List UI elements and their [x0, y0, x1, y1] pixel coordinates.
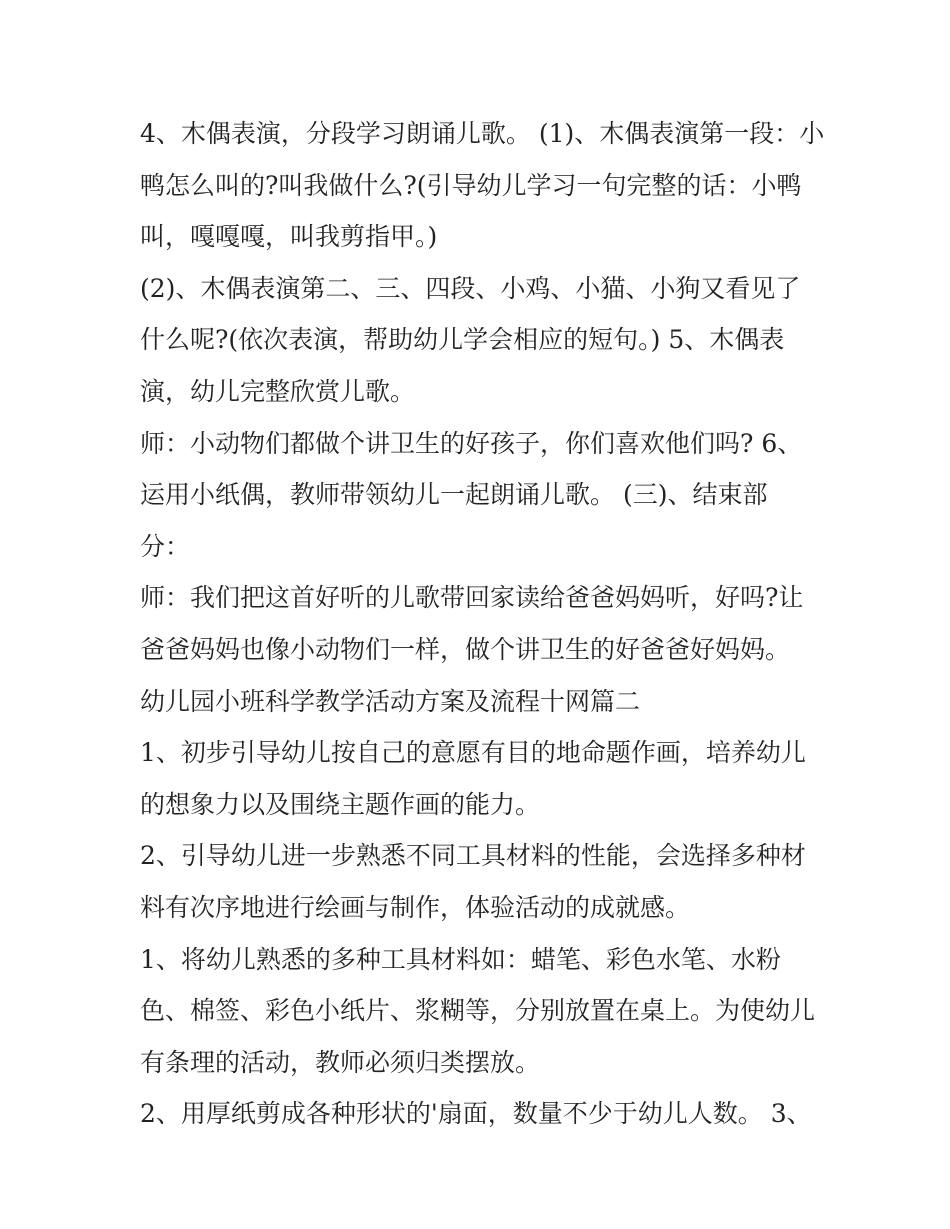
- text-line: 运用小纸偶，教师带领幼儿一起朗诵儿歌。 (三)、结束部: [140, 480, 768, 510]
- text-line: 的想象力以及围绕主题作画的能力。: [140, 789, 541, 819]
- text-line: 2、引导幼儿进一步熟悉不同工具材料的性能，会选择多种材: [140, 841, 806, 871]
- text-line: 演，幼儿完整欣赏儿歌。: [140, 376, 416, 406]
- document-body: [140, 108, 825, 1140]
- text-line: 鸭怎么叫的?叫我做什么?(引导幼儿学习一句完整的话：小鸭: [140, 170, 802, 200]
- text-line: 料有次序地进行绘画与制作，体验活动的成就感。: [140, 892, 691, 922]
- text-line: 有条理的活动，教师必须归类摆放。: [140, 1047, 541, 1077]
- text-line: 1、初步引导幼儿按自己的意愿有目的地命题作画，培养幼儿: [140, 738, 806, 768]
- section-heading: 幼儿园小班科学教学活动方案及流程十网篇二: [140, 686, 641, 716]
- text-line: 叫，嘎嘎嘎，叫我剪指甲。): [140, 222, 438, 252]
- text-line: 色、棉签、彩色小纸片、浆糊等，分别放置在桌上。为使幼儿: [140, 996, 816, 1026]
- text-line: 1、将幼儿熟悉的多种工具材料如：蜡笔、彩色水笔、水粉: [140, 944, 781, 974]
- text-line: 师：我们把这首好听的儿歌带回家读给爸爸妈妈听，好吗?让: [140, 583, 804, 613]
- text-line: 分：: [140, 531, 191, 561]
- text-line: 什么呢?(依次表演，帮助幼儿学会相应的短句。) 5、木偶表: [140, 325, 785, 355]
- text-line: 师：小动物们都做个讲卫生的好孩子，你们喜欢他们吗? 6、: [140, 428, 803, 458]
- text-line: 4、木偶表演，分段学习朗诵儿歌。 (1)、木偶表演第一段：小: [140, 119, 825, 148]
- text-line: 爸爸妈妈也像小动物们一样，做个讲卫生的好爸爸好妈妈。: [140, 634, 791, 664]
- text-line: (2)、木偶表演第二、三、四段、小鸡、小猫、小狗又看见了: [140, 273, 801, 303]
- text-line: 2、用厚纸剪成各种形状的'扇面，数量不少于幼儿人数。 3、: [140, 1099, 812, 1129]
